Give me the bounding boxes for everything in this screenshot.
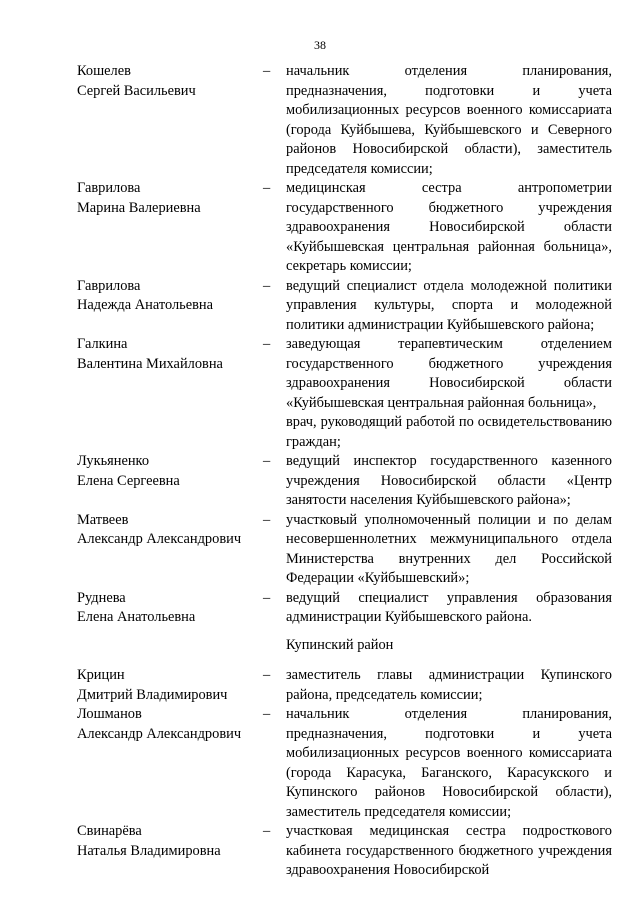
member-given-names: Елена Сергеевна — [77, 472, 180, 489]
member-name — [77, 589, 263, 628]
member-given-names: Надежда Анатольевна — [77, 297, 213, 313]
member-entry — [77, 62, 612, 179]
member-role: ведущий инспектор государственного казенного учреждения Новосибирской области «Центр занятости населения Куйбышевского района»; — [286, 453, 612, 508]
member-entry — [77, 335, 612, 452]
member-name — [77, 511, 263, 550]
member-surname: Гаврилова — [77, 277, 141, 294]
member-entry — [77, 705, 612, 822]
member-surname: Руднева — [77, 589, 126, 606]
member-name — [77, 62, 263, 101]
member-role: участковый уполномоченный полиции и по делам несовершеннолетних межмуниципального отдела Министерства внутренних дел Российской Федерации «Куйбышевский»; — [286, 511, 612, 586]
dash-separator: – — [263, 336, 271, 352]
dash-separator: – — [263, 667, 271, 683]
member-name — [77, 666, 263, 705]
member-surname: Галкина — [77, 336, 128, 352]
kupino-district-members — [77, 666, 612, 881]
section-heading: Купинский район — [286, 636, 394, 653]
member-role: заведующая терапевтическим отделением государственного бюджетного учреждения здравоохранения Новосибирской области «Куйбышевская центральная районная больница», врач, руководящий работой по освидетельствованию граждан; — [286, 336, 612, 450]
member-surname: Крицин — [77, 667, 125, 683]
dash-separator: – — [263, 511, 271, 528]
member-name — [77, 335, 263, 374]
commission-member-list — [77, 62, 612, 881]
dash-separator: – — [263, 823, 271, 839]
kuibyshev-district-members — [77, 62, 612, 628]
member-name — [77, 705, 263, 744]
member-surname: Кошелев — [77, 63, 131, 79]
page-number: 38 — [314, 38, 326, 52]
member-entry — [77, 666, 612, 705]
dash-separator: – — [263, 63, 271, 79]
dash-separator: – — [263, 706, 271, 722]
member-entry — [77, 511, 612, 589]
member-surname: Лукьяненко — [77, 453, 150, 469]
member-role: ведущий специалист отдела молодежной политики управления культуры, спорта и молодежной политики администрации Куйбышевского района; — [286, 277, 612, 333]
member-name — [77, 179, 263, 218]
member-name — [77, 452, 263, 491]
member-entry — [77, 452, 612, 511]
dash-separator: – — [263, 277, 271, 294]
member-entry — [77, 277, 612, 336]
member-role: начальник отделения планирования, предназначения, подготовки и учета мобилизационных ресурсов военного комиссариата (города Карасука, Баганского, Карасукского и Купинского районов Новосибирской области), заместитель председателя комиссии; — [286, 706, 612, 820]
member-name — [77, 822, 263, 861]
member-role: начальник отделения планирования, предназначения, подготовки и учета мобилизационных ресурсов военного комиссариата (города Куйбышева, Куйбышевского и Северного районов Новосибирской области), заместитель председателя комиссии; — [286, 63, 612, 177]
member-given-names: Марина Валериевна — [77, 199, 201, 216]
member-given-names: Елена Анатольевна — [77, 609, 196, 625]
member-entry — [77, 822, 612, 881]
member-surname: Лошманов — [77, 706, 142, 722]
member-role: ведущий специалист управления образования администрации Куйбышевского района. — [286, 589, 612, 625]
member-name — [77, 277, 263, 316]
member-role: участковая медицинская сестра подросткового кабинета государственного бюджетного учреждения здравоохранения Новосибирской — [286, 823, 612, 878]
member-given-names: Александр Александрович — [77, 531, 242, 547]
member-given-names: Наталья Владимировна — [77, 842, 221, 859]
member-entry — [77, 179, 612, 277]
member-given-names: Дмитрий Владимирович — [77, 686, 228, 703]
member-given-names: Александр Александрович — [77, 725, 242, 742]
dash-separator: – — [263, 589, 271, 606]
member-role: медицинская сестра антропометрии государственного бюджетного учреждения здравоохранения Новосибирской области «Куйбышевская центральная районная больница», секретарь комиссии; — [286, 180, 612, 274]
member-role: заместитель главы администрации Купинского района, председатель комиссии; — [286, 667, 612, 703]
member-given-names: Валентина Михайловна — [77, 355, 223, 372]
member-given-names: Сергей Васильевич — [77, 82, 196, 99]
member-surname: Свинарёва — [77, 823, 142, 839]
member-surname: Матвеев — [77, 511, 129, 528]
member-surname: Гаврилова — [77, 180, 141, 196]
dash-separator: – — [263, 180, 271, 196]
member-entry — [77, 589, 612, 628]
dash-separator: – — [263, 453, 271, 469]
